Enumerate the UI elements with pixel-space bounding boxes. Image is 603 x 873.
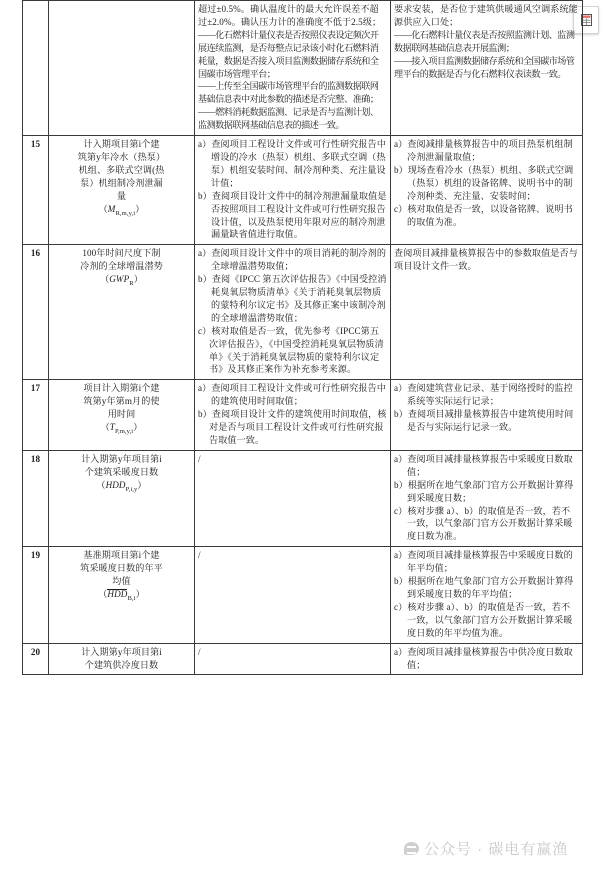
parameter-line: 计入期第y年项目第i <box>81 646 162 657</box>
row-parameter-cell <box>49 450 195 546</box>
parameter-symbol: $(M_{R,m,y,i})$ <box>98 203 145 217</box>
table-row <box>23 380 583 451</box>
parameter-symbol: $(GWP_R)$ <box>100 274 143 287</box>
row-number-cell: 19 <box>23 547 49 643</box>
parameter-line: 计入期项目第i个建 <box>83 139 160 150</box>
row-parameter-cell <box>49 1 195 136</box>
table-row <box>23 245 583 380</box>
row-method-one-cell: / <box>195 450 391 546</box>
row-parameter-cell <box>49 136 195 245</box>
row-method-one-cell <box>195 245 391 380</box>
watermark-text: 公众号 · 碳电有赢渔 <box>424 841 569 858</box>
list-item: b）根据所在地气象部门官方公开数据计算得到采暖度日数的年平均值； <box>394 576 574 599</box>
row-number-cell: 15 <box>23 136 49 245</box>
list-item: a）查阅项目设计文件中的项目消耗的制冷剂的全球增温潜势取值； <box>198 248 387 272</box>
symbol-subscript: B,i <box>127 594 136 602</box>
parameter-line: 用时间 <box>107 409 136 420</box>
parameter-line: 泵）机组制冷剂泄漏 <box>80 177 163 188</box>
paragraph: ——化石燃料计量仪表是否按照监测计划、监测数据联网基础信息表开展监测； <box>394 29 575 53</box>
paragraph: ——接入项目监测数据储存系统和全国碳市场管理平台的数据是否与化石燃料仪表读数一致。 <box>394 55 575 79</box>
list-item: b）根据所在地气象部门官方公开数据计算得到采暖度日数； <box>394 479 574 503</box>
row-method-two-cell <box>391 136 583 245</box>
parameter-line: 冷剂的全球增温潜势 <box>80 261 163 272</box>
row-method-two-cell <box>391 643 583 675</box>
symbol-subscript: R <box>129 279 134 287</box>
paragraph: ——燃料消耗数据监测、记录是否与监测计划、监测数据联网基础信息表的描述一致。 <box>198 107 379 131</box>
symbol-subscript: R,m,y,i <box>115 209 136 217</box>
row-number-cell <box>23 1 49 136</box>
list-item: b）查阅项目设计文件中的制冷剂泄漏量取值是否按照项目工程设计文件或可行性研究报告设计值，以及热泵使用年限对应的制冷剂泄漏量缺省值进行取值。 <box>198 190 387 240</box>
symbol-base: T <box>109 422 115 433</box>
parameter-line: 量 <box>116 190 127 201</box>
row-method-two-cell <box>391 245 583 380</box>
symbol-subscript: P,i,y <box>125 485 138 493</box>
paragraph: 查阅项目减排量核算报告中的参数取值是否与项目设计文件一致。 <box>394 248 578 272</box>
row-number-cell: 17 <box>23 380 49 451</box>
list-item: a）查阅项目减排量核算报告中采暖度日数取值； <box>394 453 573 477</box>
parameter-line: 基准期项目第i个建 <box>83 550 160 561</box>
table-row <box>23 643 583 675</box>
row-method-one-cell <box>195 136 391 245</box>
list-item: a）查阅减排量核算报告中的项目热泵机组制冷剂泄漏量取值； <box>394 139 573 162</box>
row-parameter-cell <box>49 380 195 451</box>
parameter-line: 个建筑供冷度日数 <box>84 659 159 670</box>
paragraph: ——上传至全国碳市场管理平台的监测数据联网基础信息表中对此参数的描述是否完整、准确； <box>198 81 379 105</box>
row-number-cell: 18 <box>23 450 49 546</box>
row-method-two-cell <box>391 380 583 451</box>
row-number-cell: 16 <box>23 245 49 380</box>
list-item: c）核对步骤 a）、b）的取值是否一致，若不一致，以气象部门官方公开数据计算采暖度日数为准。 <box>394 505 573 542</box>
list-item: a）查阅项目减排量核算报告中采暖度日数的年平均值； <box>394 550 573 574</box>
parameter-line: 项目计入期第i个建 <box>83 383 160 394</box>
paragraph: 超过±0.5%。确认温度计的最大允许误差不超过±2.0%。确认压力计的准确度不低于2.5级； <box>198 4 382 27</box>
row-method-one-cell: / <box>195 643 391 675</box>
symbol-base: HDD <box>105 479 126 490</box>
row-method-two-cell <box>391 450 583 546</box>
parameter-symbol: $(T_{P,m,y,i})$ <box>100 422 143 435</box>
list-item: c）核对取值是否一致，以设备铭牌、说明书的取值为准。 <box>394 203 573 227</box>
list-item: a）查阅项目减排量核算报告中供冷度日数取值； <box>394 646 573 670</box>
row-method-one-cell <box>195 380 391 451</box>
row-parameter-cell <box>49 245 195 380</box>
list-item: b）现场查看冷水（热泵）机组、多联式空调（热泵）机组的设备铭牌、说明书中的制冷剂种类、充注量、安装时间； <box>394 164 574 201</box>
parameter-line: 个建筑采暖度日数 <box>84 466 159 477</box>
parameter-line: 计入期第y年项目第i <box>81 453 162 464</box>
parameter-line: 筑第y年冷水（热泵） <box>77 151 166 162</box>
parameter-line: 机组、多联式空调(热 <box>78 164 165 175</box>
table-row <box>23 1 583 136</box>
symbol-base: M <box>107 203 116 214</box>
row-method-one-cell: / <box>195 547 391 643</box>
row-method-two-cell <box>391 547 583 643</box>
row-number-cell: 20 <box>23 643 49 675</box>
symbol-base: HDD <box>107 588 128 599</box>
list-item: c）核对取值是否一致，优先参考《IPCC第五次评估报告》，《中国受控消耗臭氧层物质清单》《关于消耗臭氧层物质的蒙特利尔议定书》及其修正案作为补充参考来源。 <box>198 325 384 375</box>
table-row <box>23 450 583 546</box>
list-item: b）查阅项目设计文件的建筑使用时间取值，核对是否与项目工程设计文件或可行性研究报告取值一致。 <box>198 409 387 445</box>
watermark <box>404 838 568 859</box>
row-parameter-cell <box>49 547 195 643</box>
parameter-symbol: $(HDD_{P,i,y})$ <box>96 479 147 493</box>
list-item: b）查阅《IPCC 第五次评估报告》《中国受控消耗臭氧层物质清单》《关于消耗臭氧层物质的蒙特利尔议定书》及其修正案中该制冷剂的全球增温潜势取值； <box>198 274 387 323</box>
symbol-subscript: P,m,y,i <box>114 427 134 435</box>
table-row <box>23 136 583 245</box>
wechat-logo-icon <box>404 842 419 855</box>
parameter-line: 筑采暖度日数的年平 <box>80 563 163 574</box>
row-method-two-cell <box>391 1 583 136</box>
parameter-line: 100年时间尺度下制 <box>82 248 161 259</box>
paragraph: ——化石燃料计量仪表是否按照仪表设定频次开展连续监测，是否每整点记录该小时化石燃料消耗量，数据是否接入项目监测数据储存系统和全国碳市场管理平台； <box>198 29 379 79</box>
parameter-line: 筑第y年第m月的使 <box>83 396 160 407</box>
symbol-base: GWP <box>109 274 130 285</box>
parameter-line: 均值 <box>112 576 131 587</box>
list-item: c）核对步骤 a）、b）的取值是否一致，若不一致，以气象部门官方公开数据计算采暖度日数的年平均值为准。 <box>394 601 573 638</box>
parameter-verification-table <box>22 0 583 675</box>
list-item: a）查阅项目工程设计文件或可行性研究报告中的建筑使用时间取值； <box>198 383 387 407</box>
row-parameter-cell <box>49 643 195 675</box>
parameter-symbol: $(HDD_{B,i})$ <box>98 588 145 602</box>
row-method-one-cell <box>195 1 391 136</box>
list-item: b）查阅项目减排量核算报告中建筑使用时间是否与实际运行记录一致。 <box>394 409 574 433</box>
table-row <box>23 547 583 643</box>
list-item: a）查阅项目工程设计文件或可行性研究报告中增设的冷水（热泵）机组、多联式空调（热泵）机组安装时间、制冷剂种类、充注量设计值； <box>198 139 387 188</box>
paragraph: 要求安装，是否位于建筑供暖通风空调系统能源供应入口处； <box>394 4 578 27</box>
list-item: a）查阅建筑营业记录、基于网络授时的监控系统等实际运行记录； <box>394 383 573 407</box>
